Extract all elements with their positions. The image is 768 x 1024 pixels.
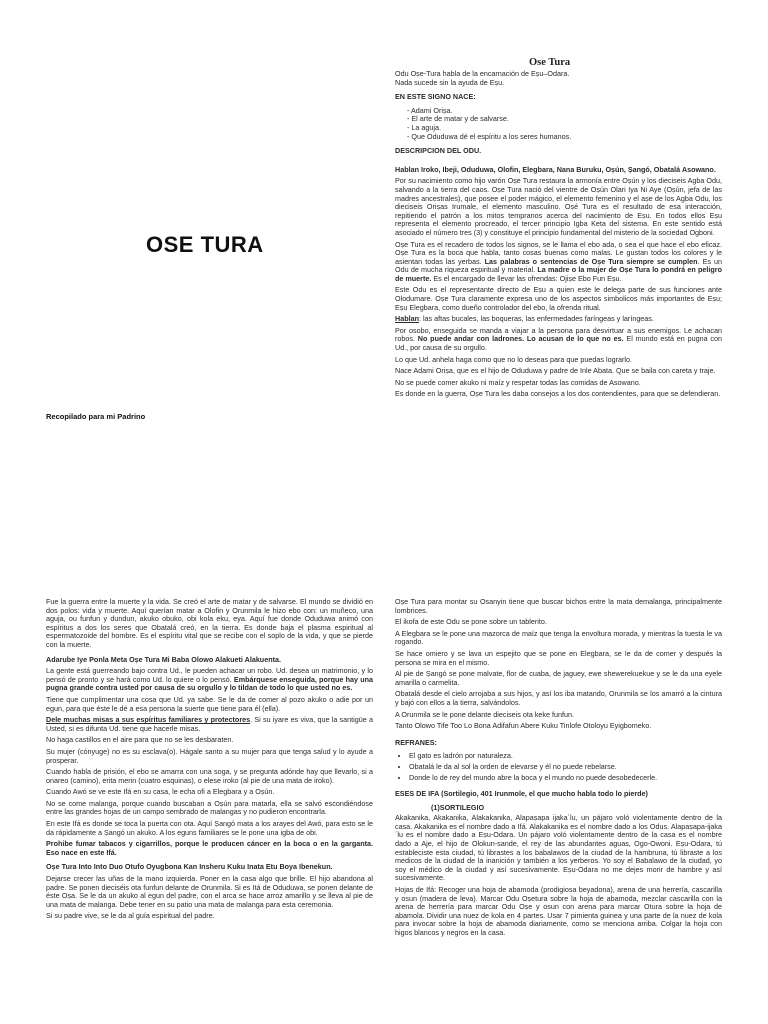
paragraph: En este Ifá es donde se toca la puerta con ota. Aquí Ṣangó mata a los arayes del Awó, para esto se le da rápidamente a Ṣangó un akuko. A los eguns familiares se le pone una igba de obi.: [46, 819, 373, 837]
text: : las aftas bucales, las boqueras, las enfermedades faríngeas y laríngeas.: [418, 314, 654, 324]
text: El mundo está en pugna con Ud., por causa de su orgullo.: [395, 334, 722, 353]
text-bold: Las palabras o sentencias de Oṣe Tura siempre se cumplen: [484, 256, 698, 266]
refranes-list: [395, 752, 722, 782]
nace-heading: EN ESTE SIGNO NACE:: [395, 92, 476, 102]
paragraph: [395, 315, 722, 324]
paragraph: Oṣe Tura para montar su Osanyin tiene que buscar bichos entre la mata demalanga, principalmente lombrices.: [395, 597, 722, 615]
cover-title: OSE TURA: [146, 232, 264, 257]
page-title: Ose Tura: [529, 57, 571, 68]
paragraph: Lo que Ud. anhela haga como que no lo deseas para que puedas lograrlo.: [395, 354, 632, 364]
bottom-right-column: [395, 598, 722, 941]
sortilegio-heading: (1)SORTILEGIO: [431, 802, 485, 812]
paragraph: [395, 327, 722, 353]
paragraph: Fue la guerra entre la muerte y la vida. Se creó el arte de matar y de salvarse. El mundo se dividió en dos polos: vida y muerte. Aquí querían matar a Olofin y Orunmila le hizo ebo con: un muñeco, una aguja, ou funfun y dundun, akuko obuko, obi kola eku, eya. Aquí fue donde Oduduwa animó con espíritus a dos los seres que Obatalá creó, en la tierra. Es donde baja el plasma espiritual al espermatozoide del hombre. Es el espíritu vital que se recibe con el soplo de la vida, y que se pierde con la muerte.: [46, 597, 373, 649]
list-item: - El arte de matar y de salvarse.: [407, 115, 722, 124]
paragraph: Dejarse crecer las uñas de la mano izquierda. Poner en la casa algo que brille. El hijo abandona al padre. Se ponen dieciséis ota funfun delante de Orunmila. Si es Itá de Oduduwa, se ponen delante de éste Oṣa. Se le da un akuko al egun del padre, con el arca se hace arroz amarillo y se lleva al pie de una mata de malanga. Debe tener en su patio una mata de malanga para esta ceremonia.: [46, 874, 373, 909]
paragraph: Cuando habla de prisión, el ebo se amarra con una soga, y se pregunta adónde hay que llevarlo, si a onareo (camino), erita merin (cuatro esquinas), o elese iroko (al pie de una mata de iroko).: [46, 767, 373, 785]
text-bold: La madre o la mujer de Oṣe Tura lo pondrá en peligro de muerte.: [395, 265, 722, 283]
list-item: • Obatalá le da al sol la orden de elevarse y él no puede rebelarse.: [409, 763, 722, 772]
text-bold: Hablan: [395, 314, 419, 324]
paragraph: Nace Adami Oriṣa, que es el hijo de Oduduwa y padre de Inle Abata. Que se baila con careta y traje.: [395, 366, 716, 376]
paragraph: Tiene que cumplimentar una cosa que Ud. ya sabe. Se le da de comer al pozo akuko o adie por un egun, para que éste le dé a esa persona la suerte que tiene para él (ella).: [46, 694, 373, 713]
cover-subtitle: Recopilado para mi Padrino: [46, 412, 146, 421]
text: . Si su iyare es viva, que la santigüe a Usted, si es difunta Ud. tiene que hacerle misas.: [46, 715, 373, 733]
nace-list: [407, 107, 722, 141]
text: Es el encargado de llevar las ofrendas: Ojiṣe Ebo Fun Eṣu.: [431, 273, 622, 283]
paragraph: [46, 667, 373, 693]
bottom-left-column: [46, 598, 373, 924]
paragraph: A Elegbara se le pone una mazorca de maíz que tenga la envoltura morada, y mientras la tuesta le va rogando.: [395, 628, 722, 647]
paragraph: Si su padre vive, se le da al guía espiritual del padre.: [46, 911, 215, 921]
paragraph: No se puede comer akuko ni maíz y respetar todas las comidas de Asowano.: [395, 377, 641, 387]
paragraph: Hojas de Ifá: Recoger una hoja de abamoda (prodigiosa beyadona), arena de una herrería, cascarilla y osun (madera de leva). Marcar Odu Oṣetura sobre la hoja de abamoda, mezclar cascarilla con la arena de herrería para marcar Odu Oṣe y osun con arena para marcar Otura sobre la hoja de abamola. Dividir una nuez de kola en 4 partes. Usar 7 pimienta guinea y una parte de la nuez de kola para invocar sobre la hoja de abamoda diariamente, como se menciona arriba. Colgar la hoja con higos blancos y negros en la casa.: [395, 885, 722, 937]
text: Oṣe Tura es el recadero de todos los signos, se le llama el ebo ada, o sea el que hace el ebo eficaz. Oṣe Tura es la boca que habla, tanto cosas buenas como malas. Le gustan todos los colores y le asientan todas las yerbas.: [395, 239, 722, 266]
paragraph: [46, 716, 373, 733]
text-bold: Dele muchas misas a sus espíritus familiares y protectores: [46, 715, 251, 725]
text-bold: No puede andar con ladrones. Lo acusan de lo que no es.: [417, 334, 624, 344]
subheading: Adarube Iye Ponla Meta Oṣe Tura Mi Baba Olowo Alakueti Alakuenta.: [46, 654, 281, 664]
paragraph: Prohibe fumar tabacos y cigarrillos, porque le producen cáncer en la boca o en la garganta. Eso nace en este Ifá.: [46, 839, 373, 857]
text: Por osobo, enseguida se manda a viajar a la persona para desvirtuar a sus enemigos. Le achacan robos.: [395, 325, 722, 344]
paragraph: Es donde en la guerra, Oṣe Tura les daba consejos a los dos contendientes, para que se defendieran.: [395, 389, 721, 399]
paragraph: Tanto Olowo Tife Too Lo Bona Adifafun Abere Kuku Tinlofe Otoloyu Eyigbomeko.: [395, 721, 652, 731]
paragraph: Este Odu es el representante directo de Eṣu a quien este le delega parte de sus funciones ante Olodumare. Oṣe Tura claramente expresa uno de los aspectos simbolicos más importantes de Eṣu; Eṣu Elegbara, como dueño controlador del ebo, la ofrenda ritual.: [395, 285, 722, 312]
paragraph: [395, 241, 722, 284]
paragraph: No haga castillos en el aire para que no se les desbaraten.: [46, 735, 234, 745]
eses-heading: ESES DE IFA (Sortilegio, 401 Irunmole, el que mucho habla todo lo pierde): [395, 789, 648, 799]
subheading: Oṣe Tura Into Into Duo Otufo Oyugbona Kan Insheru Kuku Inata Etu Boya Ibenekun.: [46, 862, 333, 872]
paragraph: Cuando Awó se ve este Ifá en su casa, le echa ofi a Elegbara y a Oṣún.: [46, 787, 275, 797]
paragraph: El ikofa de este Odu se pone sobre un tablerito.: [395, 617, 547, 627]
paragraph: Akakanika, Akakanika, Alakakanika, Alapaṣapa ijaka´lu, un pájaro voló violentamente dentro de la casa. Akakanika es el nombre dado a Ifá. Alakakanika es el nombre dado a los Odus. Alapaṣapa-ijaka´lu es el nombre dado a Eṣu-Odara. Un pájaro voló violentamente dentro de la casa es el nombre dado a Aje, el hijo de Olokun-sande, el rey de las abundantes aguas, Ogo-Owoni. Eṣu-Odara, tú estableciste esta ciudad, tú librastes a los babalawos de la ciudad de la hambruna, tú libraste a los medicos de la ciudad de la inanición y también a los yerberos. Yo soy el Babalawo de la ciudad, yo soy el médico de la ciudad y así sucesivamente. Eṣu-Odara no me dejes morir de hambre y así sucesivamente.: [395, 813, 722, 883]
paragraph: No se come malanga, porque cuando buscaban a Oṣún para matarla, ella se salvó escondiéndose entre las grandes hojas de un campo sembrado de malangas y no pudieron encontrarla.: [46, 798, 373, 817]
paragraph: Por su nacimiento como hijo varón Oṣe Tura restaura la armonía entre Oṣún y los dieciseis Agba Odu, salvando a la tierra del caos. Oṣe Tura nació del vientre de Oṣún Olari Iya Ni Aye (Oṣún, jefa de las madres ancestrales), que posee el poder mágico, el elemento femenino y el aṣe de los Agba Odu, los dieciseis Oriṣas Irumale, el elemento masculino. Oṣé Tura es el resultado de esa interacción, repitiendo el patrón a los mitos tempranos acerca del nacimiento de Eṣu. En todos ellos Eṣu representa el elemento procreado, el tercer principio Igba Keta del sistema. En este sentido está asociado el número tres (3) y constituye el principio fundamental del misterio de la sociedad Ogboni.: [395, 176, 722, 237]
refranes-heading: REFRANES:: [395, 737, 437, 747]
paragraph: Al pie de Ṣangó se pone malvate, flor de cuaba, de jaguey, ewe shewerekuekue y se le da una eyele amarilla o carmelita.: [395, 669, 722, 687]
paragraph: Obatalá desde el cielo arrojaba a sus hijos, y así los iba matando, Orunmila se los amarró a la cintura y bajó con ellos a la tierra, salvándolos.: [395, 689, 722, 707]
right-top-column: [395, 70, 722, 402]
text-bold: Embárquese enseguida, porque hay una pugna grande contra usted por causa de su orgullo y lo tildan de todo lo que usted no es.: [46, 674, 374, 693]
intro-line: Odu Oṣe-Tura habla de la encarnación de Eṣu–Odara.: [395, 69, 570, 78]
list-item: • El gato es ladrón por naturaleza.: [409, 752, 722, 761]
paragraph: Hablan Iroko, Ibeji, Oduduwa, Olofin, Elegbara, Nana Buruku, Oṣún, Ṣangó, Obatalá Asowano.: [395, 164, 716, 174]
text: . Es un Odu de mucha riqueza espiritual y material.: [395, 256, 722, 275]
paragraph: A Orunmila se le pone delante dieciseis ota keke funfun.: [395, 709, 574, 719]
intro-line: Nada sucede sin la ayuda de Eṣu.: [395, 77, 505, 87]
list-item: - La aguja.: [407, 124, 722, 133]
paragraph: Se hace omiero y se lava un espejito que se pone en Elegbara, se le da de comer y después la persona se mira en el mismo.: [395, 648, 722, 667]
list-item: - Que Oduduwa dé el espíritu a los seres humanos.: [407, 133, 722, 142]
list-item: • Donde lo de rey del mundo abre la boca y el mundo no puede desobedecerle.: [409, 774, 722, 783]
list-item: - Adami Oriṣa.: [407, 107, 722, 116]
paragraph: Su mujer (cónyuge) no es su esclava(o). Hágale santo a su mujer para que tenga salud y lo ayude a prosperar.: [46, 746, 373, 765]
descripcion-heading: DESCRIPCION DEL ODU.: [395, 146, 482, 156]
text: La gente está guerreando bajo contra Ud., le pueden achacar un robo. Ud. desea un matrimonio, y lo pensó de pronto y se hará como Ud. lo quiere o lo pensó.: [46, 666, 373, 684]
